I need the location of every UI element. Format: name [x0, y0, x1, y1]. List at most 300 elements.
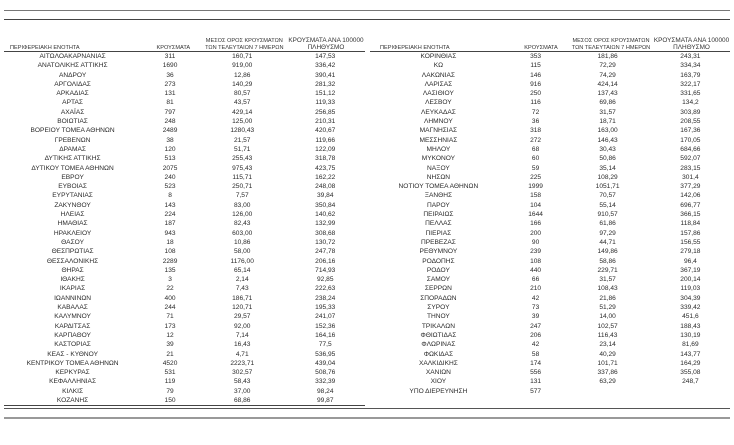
table-row	[370, 350, 730, 359]
table-row	[4, 368, 365, 377]
avg7-cell: 4,71	[235, 350, 249, 358]
per100k-cell: 536,95	[315, 350, 336, 358]
cases-cell: 90	[531, 238, 540, 246]
per100k-cell: 140,62	[315, 211, 336, 219]
region-cell: ΦΛΩΡΙΝΑΣ	[421, 341, 456, 349]
region-cell: ΘΗΡΑΣ	[61, 266, 84, 274]
table-row	[370, 266, 730, 275]
region-cell: ΝΟΤΙΟΥ ΤΟΜΕΑ ΑΘΗΝΩΝ	[398, 183, 479, 191]
cases-cell: 135	[164, 266, 176, 274]
avg7-cell: 40,29	[599, 350, 616, 358]
cases-cell: 513	[164, 155, 176, 163]
per100k-cell: 304,39	[680, 294, 701, 302]
per100k-cell: 156,55	[680, 238, 701, 246]
avg7-cell: 2223,71	[230, 359, 255, 367]
avg7-cell: 23,14	[599, 341, 616, 349]
table-row	[370, 154, 730, 163]
cases-cell: 21	[166, 350, 174, 358]
table-row	[370, 71, 730, 80]
avg7-cell: 31,57	[599, 108, 616, 116]
per100k-cell: 331,65	[680, 90, 701, 98]
cases-cell: 244	[164, 304, 176, 312]
region-cell: ΣΥΡΟΥ	[427, 304, 450, 312]
cases-cell: 58	[531, 350, 540, 358]
table-row	[370, 257, 730, 266]
avg7-cell: 603,00	[232, 229, 253, 237]
table-row	[370, 61, 730, 70]
per100k-cell: 132,99	[315, 220, 336, 228]
region-cell: ΝΗΣΩΝ	[426, 173, 451, 181]
avg7-cell: 1176,00	[230, 257, 254, 265]
avg7-cell: 55,14	[599, 201, 616, 209]
region-cell: ΕΒΡΟΥ	[61, 173, 84, 181]
avg7-cell: 125,00	[232, 118, 253, 126]
per100k-cell: 119,33	[315, 99, 336, 107]
per100k-cell: 92,85	[316, 276, 334, 284]
per100k-cell: 248,08	[315, 183, 336, 191]
avg7-cell: 97,29	[599, 229, 616, 237]
cases-cell: 108	[530, 257, 542, 265]
cases-cell: 2489	[162, 127, 178, 135]
cases-cell: 143	[164, 201, 176, 209]
cases-cell: 943	[164, 229, 176, 237]
cases-cell: 247	[530, 322, 542, 330]
cases-cell: 240	[164, 173, 176, 181]
region-cell: ΓΡΕΒΕΝΩΝ	[54, 136, 91, 144]
per100k-cell: 308,68	[315, 229, 336, 237]
cases-cell: 71	[166, 313, 174, 321]
region-cell: ΠΕΙΡΑΙΩΣ	[423, 211, 454, 219]
per100k-cell: 164,29	[680, 359, 701, 367]
cases-cell: 38	[166, 136, 174, 144]
avg7-cell: 429,14	[232, 108, 253, 116]
region-cell: ΑΙΤΩΛΟΑΚΑΡΝΑΝΙΑΣ	[39, 53, 106, 60]
avg7-cell: 50,86	[599, 155, 616, 163]
table-row	[4, 145, 365, 154]
per100k-cell: 256,85	[315, 108, 336, 116]
region-cell: ΚΕΑΣ - ΚΥΘΝΟΥ	[47, 350, 98, 358]
region-cell: ΒΟΡΕΙΟΥ ΤΟΜΕΑ ΑΘΗΝΩΝ	[30, 127, 115, 135]
header-avg7: ΜΕΣΟΣ ΟΡΟΣ ΚΡΟΥΣΜΑΤΩΝ ΤΩΝ ΤΕΛΕΥΤΑΙΩΝ 7 ΗΜΕΡΩΝ	[571, 38, 651, 51]
region-cell: ΘΕΣΠΡΩΤΙΑΣ	[51, 248, 94, 256]
per100k-cell: 188,43	[680, 322, 701, 330]
per100k-cell: 339,42	[680, 304, 701, 312]
cases-cell: 1644	[528, 211, 543, 219]
cases-cell: 158	[530, 192, 542, 200]
per100k-cell: 152,36	[315, 322, 336, 330]
cases-cell: 68	[531, 145, 540, 153]
per100k-cell: 130,19	[680, 331, 701, 339]
table-row	[4, 359, 365, 368]
avg7-cell: 68,86	[233, 396, 251, 404]
region-cell: ΕΥΒΟΙΑΣ	[58, 183, 87, 191]
avg7-cell: 58,43	[233, 378, 251, 386]
table-row	[370, 210, 730, 219]
region-cell: ΣΠΟΡΑΔΩΝ	[420, 294, 457, 302]
table-row	[370, 322, 730, 331]
per100k-cell: 714,93	[315, 266, 336, 274]
per100k-cell: 122,09	[315, 145, 336, 153]
region-cell: ΑΡΚΑΔΙΑΣ	[56, 90, 89, 98]
avg7-cell: 92,00	[233, 322, 251, 330]
avg7-cell: 250,71	[232, 183, 253, 191]
cases-cell: 531	[164, 369, 176, 377]
per100k-cell: 451,6	[682, 313, 699, 321]
cases-cell: 239	[530, 248, 542, 256]
table-row	[370, 191, 730, 200]
table-row	[370, 368, 730, 377]
cases-cell: 115	[530, 62, 541, 70]
avg7-cell: 63,29	[599, 378, 616, 386]
cases-cell: 108	[164, 248, 176, 256]
table-row	[370, 173, 730, 182]
avg7-cell: 116,43	[597, 331, 618, 339]
avg7-cell: 229,71	[597, 266, 618, 274]
table-row	[4, 136, 365, 145]
avg7-cell: 101,71	[597, 359, 618, 367]
region-cell: ΔΡΑΜΑΣ	[59, 145, 86, 153]
header-avg7: ΜΕΣΟΣ ΟΡΟΣ ΚΡΟΥΣΜΑΤΩΝ ΤΩΝ ΤΕΛΕΥΤΑΙΩΝ 7 ΗΜΕΡΩΝ	[205, 38, 284, 51]
avg7-cell: 102,57	[597, 322, 618, 330]
avg7-cell: 255,43	[232, 155, 253, 163]
avg7-cell: 43,57	[233, 99, 251, 107]
cases-cell: 39	[166, 341, 174, 349]
top-rule-thin	[4, 10, 730, 11]
cases-cell: 353	[530, 53, 542, 60]
region-cell: ΚΑΛΥΜΝΟΥ	[54, 313, 91, 321]
table-row	[370, 219, 730, 228]
table-row	[4, 182, 365, 191]
table-row	[370, 80, 730, 89]
table-row	[4, 89, 365, 98]
cases-cell: 523	[164, 183, 176, 191]
per100k-cell: 170,05	[680, 136, 701, 144]
avg7-cell: 21,86	[599, 294, 616, 302]
per100k-cell: 98,24	[316, 387, 334, 395]
avg7-cell: 108,29	[597, 173, 618, 181]
table-row	[4, 71, 365, 80]
region-cell: ΞΑΝΘΗΣ	[424, 192, 453, 200]
cases-cell: 72	[531, 108, 540, 116]
per100k-cell: 81,69	[682, 341, 699, 349]
table-header	[370, 36, 730, 52]
region-cell: ΚΩ	[433, 62, 444, 70]
per100k-cell: 164,16	[315, 331, 336, 339]
region-cell: ΣΕΡΡΩΝ	[424, 285, 452, 293]
per100k-cell: 118,84	[680, 220, 701, 228]
per100k-cell: 130,72	[315, 238, 336, 246]
region-cell: ΑΡΓΟΛΙΔΑΣ	[54, 80, 91, 88]
header-per100k: ΚΡΟΥΣΜΑΤΑ ΑΝΑ 100000 ΠΛΗΘΥΣΜΟ	[653, 37, 730, 51]
region-cell: ΚΕΝΤΡΙΚΟΥ ΤΟΜΕΑ ΑΘΗΝΩΝ	[26, 359, 119, 367]
per100k-cell: 350,84	[315, 201, 336, 209]
cases-cell: 173	[164, 322, 176, 330]
avg7-cell: 10,86	[233, 238, 251, 246]
table-row	[4, 61, 365, 70]
avg7-cell: 160,71	[232, 53, 253, 60]
header-cases: ΚΡΟΥΣΜΑΤΑ	[156, 44, 191, 51]
per100k-cell: 247,78	[315, 248, 336, 256]
table-row	[370, 377, 730, 386]
region-cell: ΚΟΡΙΝΘΙΑΣ	[420, 53, 457, 60]
region-cell: ΤΡΙΚΑΛΩΝ	[421, 322, 455, 330]
table-row	[4, 350, 365, 359]
per100k-cell: 281,32	[315, 80, 336, 88]
avg7-cell: 35,14	[599, 164, 616, 172]
avg7-cell: 18,71	[599, 118, 616, 126]
cases-cell: 12	[166, 331, 174, 339]
table-row	[4, 303, 365, 312]
region-cell: ΧΙΟΥ	[430, 378, 447, 386]
avg7-cell: 61,86	[599, 220, 616, 228]
region-cell: ΙΩΑΝΝΙΝΩΝ	[54, 294, 92, 302]
cases-cell: 318	[530, 127, 542, 135]
cases-cell: 119	[164, 378, 176, 386]
avg7-cell: 149,86	[597, 248, 618, 256]
avg7-cell: 186,71	[232, 294, 253, 302]
region-cell: ΜΥΚΟΝΟΥ	[421, 155, 456, 163]
cases-table-right	[370, 36, 730, 396]
bottom-rule-gray	[4, 417, 730, 419]
per100k-cell: 322,17	[680, 80, 701, 88]
avg7-cell: 16,43	[233, 341, 251, 349]
table-row	[4, 219, 365, 228]
per100k-cell: 119,03	[680, 285, 701, 293]
bottom-rule	[4, 408, 730, 409]
per100k-cell: 241,07	[315, 313, 336, 321]
cases-cell: 104	[530, 201, 542, 209]
region-cell: ΠΙΕΡΙΑΣ	[425, 229, 452, 237]
table-row	[4, 210, 365, 219]
cases-cell: 210	[530, 285, 542, 293]
cases-cell: 311	[164, 53, 176, 60]
table-body	[370, 52, 730, 396]
region-cell: ΗΜΑΘΙΑΣ	[57, 220, 88, 228]
region-cell: ΘΕΣΣΑΛΟΝΙΚΗΣ	[46, 257, 99, 265]
per100k-cell: 99,87	[316, 396, 334, 404]
per100k-cell: 423,75	[315, 164, 336, 172]
avg7-cell: 44,71	[599, 238, 616, 246]
region-cell: ΚΕΦΑΛΛΗΝΙΑΣ	[49, 378, 97, 386]
avg7-cell: 58,86	[599, 257, 616, 265]
table-row	[4, 191, 365, 200]
cases-cell: 131	[530, 378, 542, 386]
region-cell: ΛΗΜΝΟΥ	[424, 118, 453, 126]
avg7-cell: 108,43	[597, 285, 618, 293]
region-cell: ΖΑΚΥΝΘΟΥ	[54, 201, 91, 209]
cases-cell: 73	[531, 304, 540, 312]
cases-cell: 556	[530, 369, 542, 377]
cases-cell: 3	[168, 276, 172, 284]
region-cell: ΡΕΘΥΜΝΟΥ	[419, 248, 458, 256]
region-cell: ΧΑΛΚΙΔΙΚΗΣ	[418, 359, 458, 367]
header-per100k: ΚΡΟΥΣΜΑΤΑ ΑΝΑ 100000 ΠΛΗΘΥΣΜΟ	[288, 37, 364, 51]
region-cell: ΗΡΑΚΛΕΙΟΥ	[53, 229, 92, 237]
region-cell: ΤΗΝΟΥ	[426, 313, 450, 321]
cases-cell: 120	[164, 145, 176, 153]
region-cell: ΚΟΖΑΝΗΣ	[56, 396, 89, 404]
per100k-cell: 355,08	[680, 369, 701, 377]
cases-cell: 36	[531, 118, 540, 126]
table-row	[4, 312, 365, 321]
per100k-cell: 377,29	[680, 183, 701, 191]
per100k-cell: 195,33	[315, 304, 336, 312]
avg7-cell: 72,29	[599, 62, 616, 70]
per100k-cell: 303,89	[680, 108, 701, 116]
region-cell: ΚΑΡΠΑΘΟΥ	[54, 331, 91, 339]
table-row	[4, 126, 365, 135]
cases-cell: 248	[164, 118, 176, 126]
per100k-cell: 367,19	[680, 266, 701, 274]
avg7-cell: 1051,71	[595, 183, 620, 191]
table-row	[4, 117, 365, 126]
cases-table-left	[4, 36, 365, 406]
avg7-cell: 115,71	[232, 173, 253, 181]
table-row	[370, 126, 730, 135]
per100k-cell: 684,66	[680, 145, 701, 153]
per100k-cell: 206,16	[315, 257, 336, 265]
region-cell: ΡΟΔΟΠΗΣ	[422, 257, 455, 265]
cases-cell: 150	[164, 396, 176, 404]
cases-cell: 273	[164, 80, 176, 88]
table-row	[4, 294, 365, 303]
region-cell: ΒΟΙΩΤΙΑΣ	[57, 118, 88, 126]
cases-cell: 400	[164, 294, 176, 302]
region-cell: ΦΘΙΩΤΙΔΑΣ	[420, 331, 457, 339]
cases-cell: 36	[166, 71, 174, 79]
per100k-cell: 208,55	[680, 118, 701, 126]
per100k-cell: 163,79	[680, 71, 701, 79]
region-cell: ΠΑΡΟΥ	[426, 201, 450, 209]
cases-cell: 42	[531, 294, 540, 302]
cases-cell: 42	[531, 341, 540, 349]
avg7-cell: 82,43	[233, 220, 251, 228]
cases-cell: 2289	[162, 257, 178, 265]
avg7-cell: 7,14	[235, 331, 249, 339]
table-row	[370, 387, 730, 396]
per100k-cell: 318,78	[315, 155, 336, 163]
per100k-cell: 157,86	[680, 229, 701, 237]
table-row	[370, 229, 730, 238]
per100k-cell: 39,84	[316, 192, 334, 200]
region-cell: ΕΥΡΥΤΑΝΙΑΣ	[52, 192, 93, 200]
region-cell: ΜΗΛΟΥ	[426, 145, 451, 153]
region-cell: ΚΑΒΑΛΑΣ	[57, 304, 88, 312]
table-row	[4, 396, 365, 405]
avg7-cell: 29,57	[233, 313, 251, 321]
avg7-cell: 12,86	[233, 71, 251, 79]
table-row	[370, 284, 730, 293]
table-row	[370, 201, 730, 210]
table-row	[4, 275, 365, 284]
per100k-cell: 222,63	[315, 285, 336, 293]
table-row	[370, 247, 730, 256]
region-cell: ΦΩΚΙΔΑΣ	[423, 350, 454, 358]
header-cases: ΚΡΟΥΣΜΑΤΑ	[524, 44, 558, 51]
avg7-cell: 910,57	[597, 211, 618, 219]
avg7-cell: 69,86	[599, 99, 616, 107]
per100k-cell: 508,76	[315, 369, 336, 377]
avg7-cell: 146,43	[597, 136, 618, 144]
region-cell: ΚΙΛΚΙΣ	[62, 387, 84, 395]
region-cell: ΧΑΝΙΩΝ	[425, 369, 451, 377]
table-row	[4, 238, 365, 247]
avg7-cell: 30,43	[599, 145, 616, 153]
cases-cell: 250	[530, 90, 542, 98]
region-cell: ΜΑΓΝΗΣΙΑΣ	[419, 127, 458, 135]
table-row	[4, 173, 365, 182]
region-cell: ΘΑΣΟΥ	[61, 238, 84, 246]
cases-cell: 4520	[162, 359, 178, 367]
cases-cell: 577	[530, 387, 542, 395]
cases-cell: 60	[531, 155, 540, 163]
top-rule	[4, 19, 730, 20]
region-cell: ΗΛΕΙΑΣ	[60, 211, 85, 219]
table-row	[370, 312, 730, 321]
table-row	[4, 257, 365, 266]
table-row	[4, 284, 365, 293]
region-cell: ΚΑΣΤΟΡΙΑΣ	[54, 341, 91, 349]
per100k-cell: 238,24	[315, 294, 336, 302]
avg7-cell: 14,00	[599, 313, 616, 321]
cases-cell: 272	[530, 136, 542, 144]
avg7-cell: 7,43	[235, 285, 249, 293]
table-row	[4, 154, 365, 163]
table-row	[370, 359, 730, 368]
cases-cell: 440	[530, 266, 542, 274]
per100k-cell: 301,4	[682, 173, 699, 181]
cases-cell: 22	[166, 285, 174, 293]
per100k-cell: 366,15	[680, 211, 701, 219]
table-row	[4, 331, 365, 340]
per100k-cell: 420,67	[315, 127, 336, 135]
avg7-cell: 2,14	[235, 276, 249, 284]
per100k-cell: 96,4	[683, 257, 697, 265]
table-row	[4, 98, 365, 107]
per100k-cell: 696,77	[680, 201, 701, 209]
cases-cell: 8	[168, 192, 172, 200]
per100k-cell: 248,7	[682, 378, 699, 386]
avg7-cell: 120,71	[232, 304, 253, 312]
region-cell: ΜΕΣΣΗΝΙΑΣ	[419, 136, 458, 144]
cases-cell: 797	[164, 108, 176, 116]
region-cell: ΔΥΤΙΚΟΥ ΤΟΜΕΑ ΑΘΗΝΩΝ	[31, 164, 114, 172]
region-cell: ΑΧΑΪΑΣ	[60, 108, 85, 116]
region-cell: ΠΡΕΒΕΖΑΣ	[420, 238, 456, 246]
table-row	[4, 340, 365, 349]
cases-cell: 206	[530, 331, 542, 339]
cases-cell: 18	[166, 238, 174, 246]
region-cell: ΚΕΡΚΥΡΑΣ	[55, 369, 90, 377]
avg7-cell: 140,29	[232, 80, 253, 88]
cases-cell: 79	[166, 387, 174, 395]
region-cell: ΝΑΞΟΥ	[427, 164, 450, 172]
cases-cell: 1999	[528, 183, 543, 191]
table-row	[370, 98, 730, 107]
cases-cell: 224	[164, 211, 176, 219]
table-row	[4, 108, 365, 117]
per100k-cell: 439,04	[315, 359, 336, 367]
region-cell: ΚΑΡΔΙΤΣΑΣ	[54, 322, 91, 330]
table-row	[370, 108, 730, 117]
avg7-cell: 65,14	[233, 266, 251, 274]
cases-cell: 146	[530, 71, 542, 79]
per100k-cell: 210,31	[315, 118, 336, 126]
avg7-cell	[564, 387, 650, 396]
table-row	[370, 117, 730, 126]
per100k-cell: 167,36	[680, 127, 701, 135]
table-row	[370, 52, 730, 61]
